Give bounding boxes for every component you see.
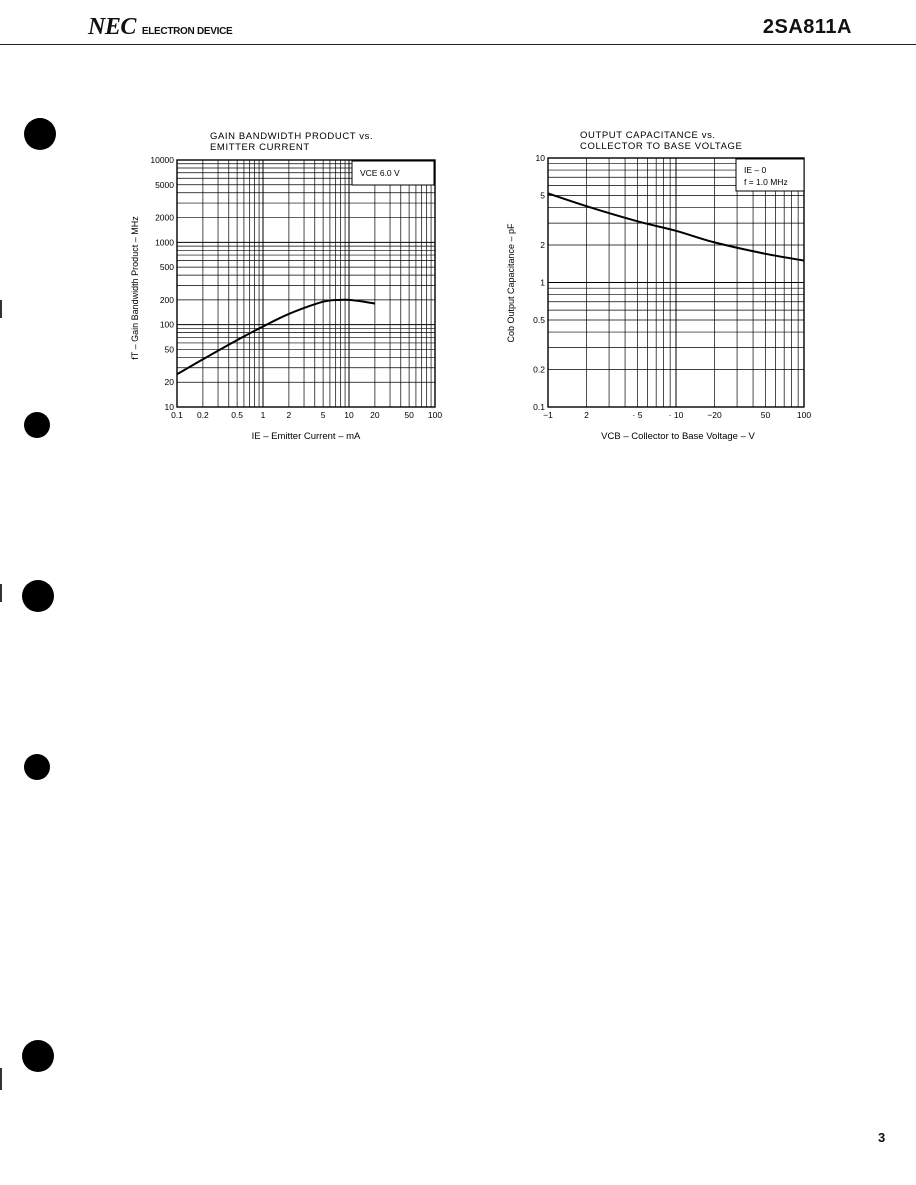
y-tick-label: 5000 bbox=[155, 179, 174, 190]
margin-mark bbox=[0, 1068, 2, 1090]
x-tick-label: 5 bbox=[320, 410, 326, 420]
output-capacitance-chart-svg bbox=[500, 125, 830, 450]
punch-hole-icon bbox=[22, 1040, 54, 1072]
margin-mark bbox=[0, 300, 2, 318]
y-tick-label: 10000 bbox=[150, 155, 174, 165]
x-tick-label: · 10 bbox=[668, 410, 684, 420]
x-tick-label: 10 bbox=[344, 410, 354, 420]
x-tick-label: 1 bbox=[260, 410, 266, 420]
x-tick-label: 2 bbox=[584, 410, 589, 420]
x-tick-label: · 5 bbox=[632, 410, 643, 420]
x-tick-label: 100 bbox=[427, 410, 443, 420]
nec-logo: NEC bbox=[88, 14, 136, 40]
punch-hole-icon bbox=[24, 118, 56, 150]
punch-hole-icon bbox=[24, 412, 50, 438]
tick-labels bbox=[150, 155, 442, 420]
y-tick-label: 1000 bbox=[155, 237, 174, 248]
y-tick-label: 5 bbox=[540, 190, 545, 201]
x-tick-label: 20 bbox=[370, 410, 380, 420]
page-number: 3 bbox=[878, 1130, 886, 1145]
chart-title-line1: GAIN BANDWIDTH PRODUCT vs. bbox=[210, 131, 374, 142]
y-tick-label: 2000 bbox=[155, 212, 174, 223]
ie-annotation: IE – 0 bbox=[744, 165, 767, 175]
plot-frame bbox=[177, 160, 435, 407]
gain-bandwidth-chart bbox=[120, 125, 460, 450]
y-tick-label: 20 bbox=[164, 377, 174, 388]
y-tick-label: 0.1 bbox=[533, 402, 545, 412]
freq-annotation: f = 1.0 MHz bbox=[744, 177, 788, 187]
output-capacitance-chart bbox=[500, 125, 830, 450]
y-tick-label: 50 bbox=[164, 344, 174, 355]
grid bbox=[177, 160, 435, 407]
punch-hole-icon bbox=[22, 580, 54, 612]
chart-title-line2: COLLECTOR TO BASE VOLTAGE bbox=[580, 141, 743, 152]
header-rule bbox=[0, 44, 916, 45]
y-tick-label: 0.2 bbox=[533, 364, 545, 375]
margin-mark bbox=[0, 584, 2, 602]
grid bbox=[548, 158, 804, 407]
punch-hole-icon bbox=[24, 754, 50, 780]
y-tick-label: 10 bbox=[164, 402, 174, 412]
gain-bandwidth-chart-svg bbox=[120, 125, 460, 450]
brand-subtitle: ELECTRON DEVICE bbox=[141, 26, 233, 37]
y-tick-label: 100 bbox=[159, 319, 174, 330]
y-tick-label: 200 bbox=[159, 294, 174, 305]
y-axis-label: fT – Gain Bandwidth Product – MHz bbox=[130, 216, 140, 360]
x-axis-label: IE – Emitter Current – mA bbox=[251, 431, 361, 442]
y-tick-label: 10 bbox=[535, 153, 545, 163]
brand bbox=[88, 14, 232, 41]
tick-labels bbox=[533, 153, 811, 420]
x-tick-label: 50 bbox=[760, 410, 771, 420]
x-tick-label: 0.2 bbox=[196, 410, 209, 420]
x-axis-label: VCB – Collector to Base Voltage – V bbox=[601, 431, 755, 442]
chart-title-line2: EMITTER CURRENT bbox=[210, 142, 310, 153]
y-tick-label: 0.5 bbox=[533, 314, 545, 325]
vce-annotation: VCE 6.0 V bbox=[360, 168, 400, 178]
x-tick-label: −20 bbox=[707, 410, 722, 420]
part-number: 2SA811A bbox=[762, 16, 852, 38]
y-tick-label: 2 bbox=[540, 240, 545, 251]
x-tick-label: −1 bbox=[543, 410, 553, 420]
x-tick-label: 0.5 bbox=[231, 410, 244, 420]
x-tick-label: 100 bbox=[796, 410, 812, 420]
y-axis-label: Cob Output Capacitance – pF bbox=[506, 223, 516, 343]
y-tick-label: 1 bbox=[540, 277, 545, 288]
x-tick-label: 50 bbox=[404, 410, 414, 420]
y-tick-label: 500 bbox=[159, 262, 174, 273]
chart-title-line1: OUTPUT CAPACITANCE vs. bbox=[580, 130, 716, 141]
x-tick-label: 0.1 bbox=[171, 410, 183, 420]
x-tick-label: 2 bbox=[286, 410, 292, 420]
